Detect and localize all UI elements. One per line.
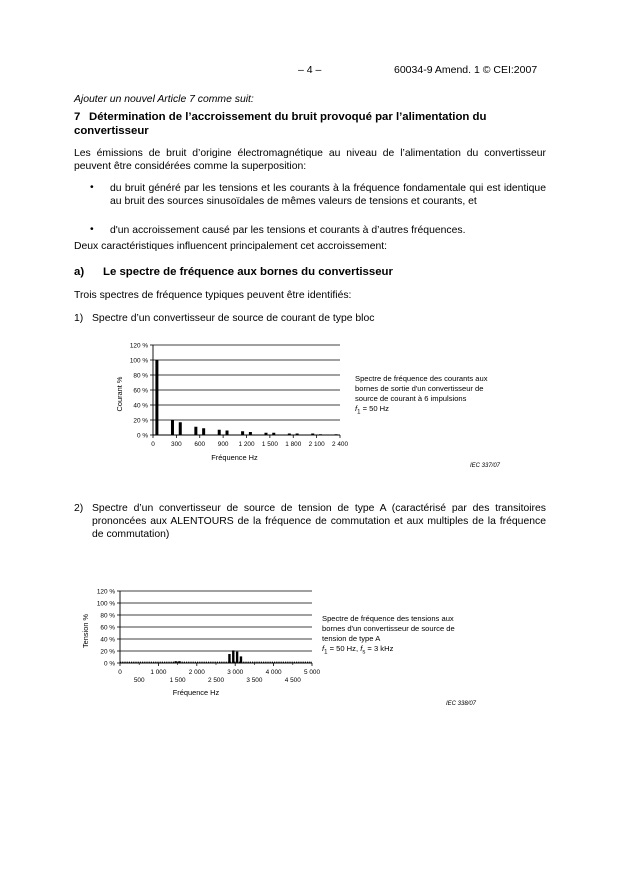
bullet-item: d'un accroissement causé par les tensions et courants à d’autres fréquences.: [110, 225, 466, 236]
section-7-number: 7: [74, 111, 81, 123]
bar: [179, 422, 182, 435]
x-tick-label: 4 000: [265, 669, 282, 676]
x-tick-label: 2 100: [308, 441, 325, 448]
x-tick-label: 2 000: [188, 669, 205, 676]
x-tick-label: 500: [133, 677, 145, 684]
y-tick-label: 80 %: [133, 372, 148, 380]
f1-symbol: f: [322, 644, 325, 653]
bar: [249, 432, 252, 435]
page-number: – 4 –: [298, 64, 322, 76]
f1-symbol: f: [355, 404, 358, 413]
bullet-marker: •: [90, 182, 94, 193]
y-tick-label: 0 %: [103, 660, 115, 668]
chart-current-spectrum: [100, 338, 360, 468]
bar: [228, 654, 230, 663]
caption-line: tension de type A: [322, 634, 381, 643]
x-tick-label: 1 800: [285, 441, 302, 448]
x-tick-label: 3 000: [227, 669, 244, 676]
fs-symbol: f: [360, 644, 363, 653]
y-tick-label: 60 %: [100, 624, 115, 632]
x-tick-label: 0: [151, 441, 155, 448]
caption-line: Spectre de fréquence des courants aux: [355, 374, 488, 383]
f1-subscript: 1: [324, 649, 328, 656]
document-reference: 60034-9 Amend. 1 © CEI:2007: [394, 64, 538, 76]
x-tick-label: 3 500: [246, 677, 263, 684]
caption-line: bornes d'un convertisseur de source de: [322, 624, 455, 633]
f1-subscript: 1: [357, 409, 361, 416]
fs-value: = 3 kHz: [365, 644, 394, 653]
bar: [236, 652, 238, 663]
bullet-marker: •: [90, 224, 94, 235]
y-tick-label: 0 %: [136, 432, 148, 440]
bar: [240, 656, 242, 663]
bar: [194, 427, 197, 435]
bar: [178, 661, 180, 663]
list-item-2-label: 2): [74, 503, 84, 514]
amendment-instruction: Ajouter un nouvel Article 7 comme suit:: [74, 94, 254, 105]
y-tick-label: 120 %: [96, 588, 115, 596]
x-tick-label: 1 500: [169, 677, 186, 684]
iec-figure-code-1: IEC 337/07: [470, 463, 501, 469]
figure-1-caption: [355, 374, 488, 418]
bar: [296, 434, 299, 436]
caption-frequency: [355, 404, 488, 418]
x-tick-label: 0: [118, 669, 122, 676]
x-tick-label: 1 000: [150, 669, 167, 676]
y-tick-label: 40 %: [133, 402, 148, 410]
bar: [232, 650, 234, 663]
x-tick-label: 5 000: [304, 669, 320, 676]
iec-figure-code-2: IEC 338/07: [446, 701, 477, 707]
subsection-a-title: Le spectre de fréquence aux bornes du convertisseur: [103, 266, 393, 278]
bullet-item: du bruit généré par les tensions et les courants à la fréquence fondamentale qui est identique au bruit des sources sinusoïdales de mêmes valeurs de tensions et courants, et: [110, 183, 546, 207]
paragraph-2: Deux caractéristiques influencent principalement cet accroissement:: [74, 241, 388, 252]
list-item-1-label: 1): [74, 313, 84, 324]
bar: [174, 661, 176, 663]
y-axis-label: Courant %: [115, 376, 124, 412]
caption-line: Spectre de fréquence des tensions aux: [322, 614, 454, 623]
list-item-1-text: Spectre d’un convertisseur de source de courant de type bloc: [92, 313, 375, 324]
bar: [218, 430, 221, 435]
bar: [288, 434, 291, 436]
figure-2-caption: [322, 614, 455, 658]
paragraph-3: Trois spectres de fréquence typiques peuvent être identifiés:: [74, 290, 352, 301]
bar: [319, 434, 322, 435]
x-tick-label: 300: [171, 441, 182, 448]
bar: [202, 428, 205, 435]
x-tick-label: 2 400: [332, 441, 348, 448]
y-tick-label: 20 %: [100, 648, 115, 656]
x-tick-label: 900: [217, 441, 229, 448]
x-tick-label: 4 500: [284, 677, 301, 684]
bar: [272, 433, 275, 435]
bar: [171, 420, 174, 435]
x-tick-label: 1 500: [261, 441, 278, 448]
bar: [311, 434, 314, 436]
caption-line: source de courant à 6 impulsions: [355, 394, 467, 403]
x-tick-label: 2 500: [208, 677, 224, 684]
bar: [264, 433, 267, 435]
y-tick-label: 20 %: [133, 417, 148, 425]
bar: [226, 431, 229, 436]
caption-line: bornes de sortie d'un convertisseur de: [355, 384, 484, 393]
x-tick-label: 1 200: [238, 441, 255, 448]
y-axis-label: Tension %: [81, 613, 90, 649]
y-tick-label: 100 %: [96, 600, 115, 608]
f1-value: = 50 Hz,: [327, 644, 361, 653]
list-item-2-text: Spectre d’un convertisseur de source de tension de type A (caractérisé par des transitoires prononcées aux ALENTOURS de la fréquence de commutation et aux multiples de la fréquence de commutation): [92, 503, 546, 540]
y-tick-label: 40 %: [100, 636, 115, 644]
y-tick-label: 60 %: [133, 387, 148, 395]
x-axis-label: Fréquence Hz: [211, 453, 258, 462]
fs-subscript: s: [362, 649, 366, 656]
bar: [241, 431, 244, 435]
subsection-a-label: a): [74, 266, 85, 278]
x-tick-label: 600: [194, 441, 206, 448]
section-7-title: Détermination de l’accroissement du bruit provoqué par l’alimentation du convertisseur: [74, 111, 487, 137]
caption-frequency: [322, 644, 455, 658]
y-tick-label: 120 %: [129, 342, 148, 350]
bar: [335, 434, 338, 435]
x-axis-label: Fréquence Hz: [172, 688, 220, 697]
paragraph-1: Les émissions de bruit d’origine électromagnétique au niveau de l’alimentation du convertisseur peuvent être considérées comme la superposition:: [74, 148, 546, 172]
chart-voltage-spectrum: [72, 584, 332, 704]
y-tick-label: 100 %: [129, 357, 148, 365]
y-tick-label: 80 %: [100, 612, 115, 620]
bar: [155, 360, 158, 435]
f1-value: = 50 Hz: [360, 404, 389, 413]
